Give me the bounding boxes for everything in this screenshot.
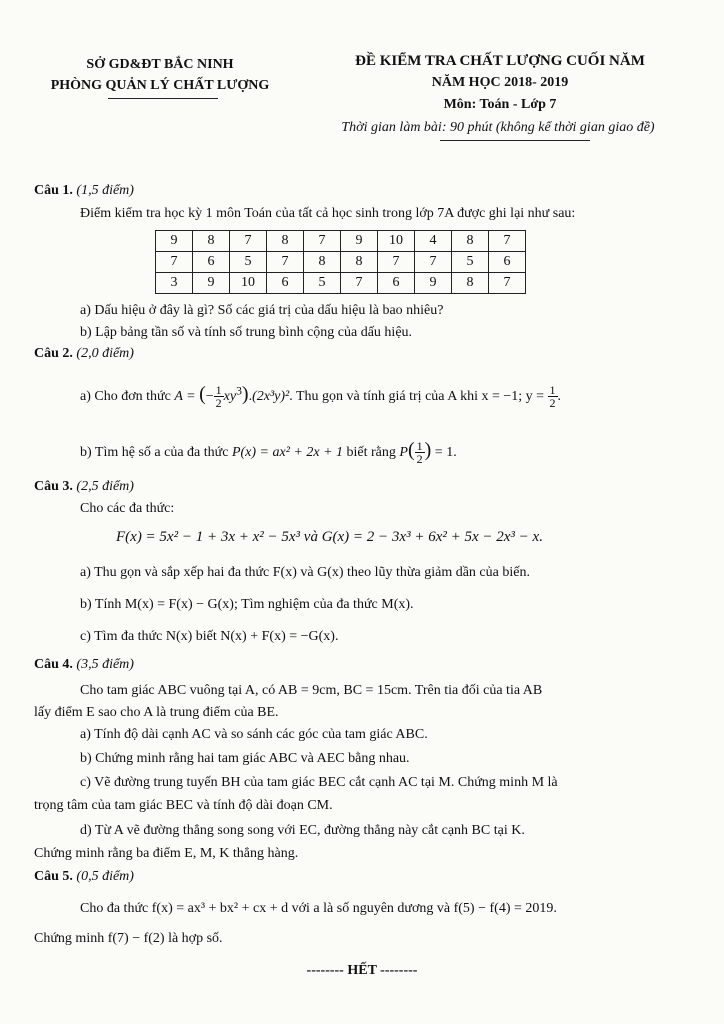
q3-title: Câu 3. xyxy=(34,479,73,494)
table-cell: 7 xyxy=(489,231,526,252)
q3-part-b: b) Tính M(x) = F(x) − G(x); Tìm nghiệm của đa thức M(x). xyxy=(80,597,414,612)
table-cell: 10 xyxy=(378,231,415,252)
q2-a-text: a) Cho đơn thức xyxy=(80,389,171,404)
q2-b-text: b) Tìm hệ số a của đa thức xyxy=(80,445,229,460)
table-cell: 6 xyxy=(193,252,230,273)
table-cell: 10 xyxy=(230,273,267,294)
q2-points: (2,0 điểm) xyxy=(76,346,134,361)
office-name: PHÒNG QUẢN LÝ CHẤT LƯỢNG xyxy=(50,78,270,93)
table-cell: 5 xyxy=(452,252,489,273)
q3-part-c: c) Tìm đa thức N(x) biết N(x) + F(x) = −G(x). xyxy=(80,629,339,644)
q3-intro: Cho các đa thức: xyxy=(80,501,175,516)
q1-points: (1,5 điểm) xyxy=(76,183,134,198)
q1-intro: Điểm kiểm tra học kỳ 1 môn Toán của tất cả học sinh trong lớp 7A được ghi lại như sau: xyxy=(80,206,576,221)
table-cell: 8 xyxy=(304,252,341,273)
q3-points: (2,5 điểm) xyxy=(76,479,134,494)
q2-part-a: a) Cho đơn thức A = (− $\frac{1}{2}$ $xy^3).(2x^3y)^2$. Thu gọn và tính giá trị của A khi x = −1; y = $\frac{1}{2}$ . xyxy=(80,382,562,411)
table-cell: 7 xyxy=(156,252,193,273)
q2-heading xyxy=(34,345,134,363)
table-cell: 5 xyxy=(304,273,341,294)
q1-heading xyxy=(34,182,134,200)
table-cell: 8 xyxy=(452,273,489,294)
q2-b-expr: P(x) = ax² + 2x + 1 xyxy=(231,445,344,460)
q5-points: (0,5 điểm) xyxy=(76,869,134,884)
fraction: $\frac{1}{2}$ xyxy=(416,438,423,467)
scores-table xyxy=(155,230,526,294)
q4-part-c-1: c) Vẽ đường trung tuyến BH của tam giác BEC cắt cạnh AC tại M. Chứng minh M là xyxy=(80,775,558,790)
table-cell: 7 xyxy=(489,273,526,294)
table-cell: 7 xyxy=(341,273,378,294)
school-year: NĂM HỌC 2018- 2019 xyxy=(431,75,569,90)
header-right-rule xyxy=(440,140,590,141)
q2-part-b: b) Tìm hệ số a của đa thức P(x) = ax² + 2x + 1 biết rằng P( $\frac{1}{2}$ ) = 1. xyxy=(80,438,457,467)
table-cell: 9 xyxy=(341,231,378,252)
table-cell: 9 xyxy=(193,273,230,294)
q5-title: Câu 5. xyxy=(34,869,73,884)
q3-formula: F(x) = 5x² − 1 + 3x + x² − 5x³ và G(x) = 2 − 3x³ + 6x² + 5x − 2x³ − x. xyxy=(116,529,543,545)
header-left-rule xyxy=(108,98,218,99)
q2-title: Câu 2. xyxy=(34,346,73,361)
table-row xyxy=(156,231,526,252)
table-cell: 6 xyxy=(489,252,526,273)
table-cell: 6 xyxy=(378,273,415,294)
q4-part-b: b) Chứng minh rằng hai tam giác ABC và AEC bằng nhau. xyxy=(80,751,410,766)
table-row xyxy=(156,273,526,294)
q2-b-end: = 1. xyxy=(434,445,457,460)
fraction: $\frac{1}{2}$ xyxy=(215,382,222,411)
table-cell: 7 xyxy=(378,252,415,273)
q1-title: Câu 1. xyxy=(34,183,73,198)
q2-a-rhs: (2x³y)² xyxy=(252,389,290,404)
q3-part-a: a) Thu gọn và sắp xếp hai đa thức F(x) và G(x) theo lũy thừa giảm dần của biến. xyxy=(80,565,530,580)
q5-line-1: Cho đa thức f(x) = ax³ + bx² + cx + d với a là số nguyên dương và f(5) − f(4) = 2019. xyxy=(80,901,557,916)
table-cell: 9 xyxy=(415,273,452,294)
q4-para-1: Cho tam giác ABC vuông tại A, có AB = 9cm, BC = 15cm. Trên tia đối của tia AB xyxy=(80,683,543,698)
time-allowed: Thời gian làm bài: 90 phút (không kể thời gian giao đề) xyxy=(341,120,655,135)
q4-points: (3,5 điểm) xyxy=(76,657,134,672)
table-cell: 8 xyxy=(341,252,378,273)
table-cell: 4 xyxy=(415,231,452,252)
table-cell: 9 xyxy=(156,231,193,252)
q4-para-2: lấy điểm E sao cho A là trung điểm của BE. xyxy=(34,705,279,720)
q4-part-d-1: d) Từ A vẽ đường thẳng song song với EC, đường thẳng này cắt cạnh BC tại K. xyxy=(80,823,525,838)
table-row xyxy=(156,252,526,273)
q3-heading xyxy=(34,478,134,496)
q1-part-b: b) Lập bảng tần số và tính số trung bình cộng của dấu hiệu. xyxy=(80,325,413,340)
q4-title: Câu 4. xyxy=(34,657,73,672)
q2-b-mid: biết rằng xyxy=(346,445,396,460)
q2-a-post: . Thu gọn và tính giá trị của A khi x = −1; y = xyxy=(289,389,545,404)
table-cell: 8 xyxy=(452,231,489,252)
table-cell: 7 xyxy=(267,252,304,273)
fraction: $\frac{1}{2}$ xyxy=(549,382,556,411)
table-cell: 8 xyxy=(193,231,230,252)
q1-part-a: a) Dấu hiệu ở đây là gì? Số các giá trị của dấu hiệu là bao nhiêu? xyxy=(80,303,444,318)
q2-a-mid: xy xyxy=(223,389,237,404)
table-cell: 6 xyxy=(267,273,304,294)
subject: Môn: Toán - Lớp 7 xyxy=(443,97,557,112)
q4-part-c-2: trọng tâm của tam giác BEC và tính độ dài đoạn CM. xyxy=(34,798,333,813)
table-cell: 5 xyxy=(230,252,267,273)
table-cell: 7 xyxy=(304,231,341,252)
q5-heading xyxy=(34,868,134,886)
table-cell: 3 xyxy=(156,273,193,294)
q4-part-d-2: Chứng minh rằng ba điểm E, M, K thẳng hàng. xyxy=(34,846,299,861)
end-marker: -------- HẾT -------- xyxy=(306,963,418,978)
q4-part-a: a) Tính độ dài cạnh AC và so sánh các góc của tam giác ABC. xyxy=(80,727,428,742)
exam-title: ĐỀ KIỂM TRA CHẤT LƯỢNG CUỐI NĂM xyxy=(355,53,645,69)
department-name: SỞ GD&ĐT BẮC NINH xyxy=(86,57,234,72)
table-cell: 8 xyxy=(267,231,304,252)
table-cell: 7 xyxy=(415,252,452,273)
table-cell: 7 xyxy=(230,231,267,252)
q4-heading xyxy=(34,656,134,674)
q2-a-lhs: A = xyxy=(174,389,200,404)
q5-line-2: Chứng minh f(7) − f(2) là hợp số. xyxy=(34,931,223,946)
